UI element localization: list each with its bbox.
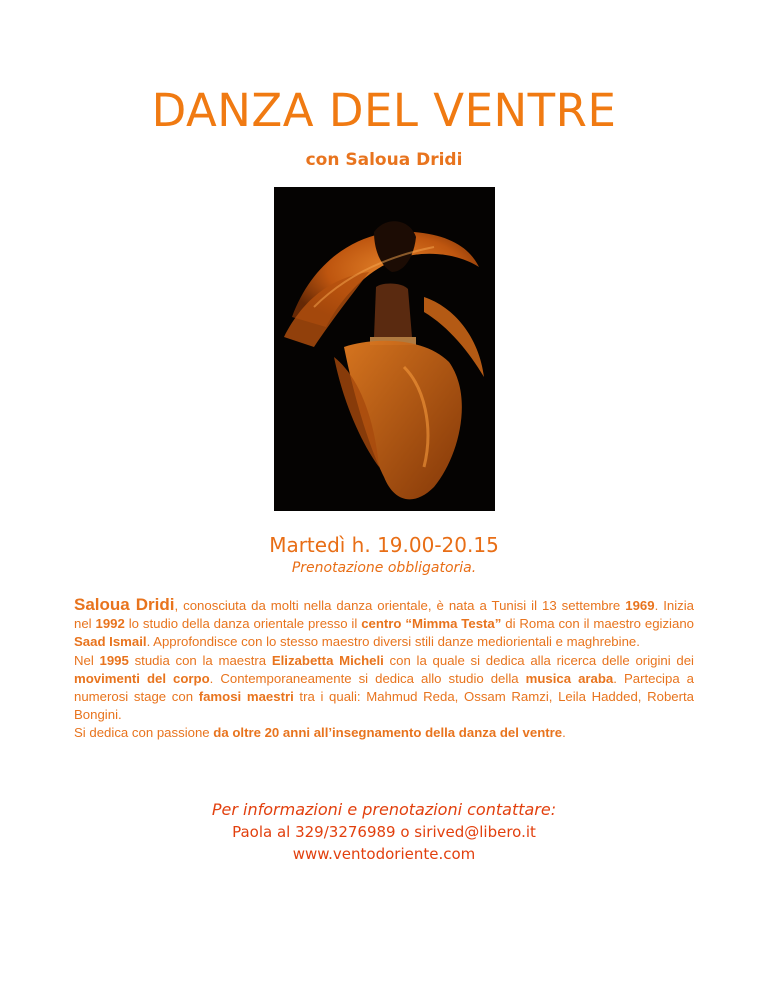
bio-name: Saloua Dridi [74, 595, 175, 614]
bio-text: . [562, 725, 566, 741]
bio-text: con la quale si dedica alla ricerca delle origini dei [383, 652, 694, 668]
bio-paragraph-3 [74, 724, 694, 742]
bio-text: studia con la maestra [128, 652, 272, 668]
dancer-photo-icon [274, 187, 495, 511]
schedule-time: Martedì h. 19.00-20.15 [269, 533, 499, 557]
page-title: DANZA DEL VENTRE [151, 84, 617, 137]
page-subtitle: con Saloua Dridi [305, 150, 463, 170]
bio-text: tra i quali: Mahmud Reda, Ossam Ramzi, Leila Hadded, Roberta Bongini. [74, 689, 694, 723]
bio-text: Nel [74, 652, 100, 668]
bio-highlight: famosi maestri [198, 689, 294, 705]
bio-highlight: musica araba [525, 670, 614, 686]
contact-lead: Per informazioni e prenotazioni contattare: [211, 800, 557, 819]
bio-text: . Approfondisce con lo stesso maestro diversi stili danze mediorientali e maghrebine. [146, 634, 640, 650]
bio-paragraph-1 [74, 596, 694, 652]
bio-highlight: da oltre 20 anni all’insegnamento della danza del ventre [213, 725, 563, 741]
contact-phone-email: Paola al 329/3276989 o sirived@libero.it [232, 823, 536, 841]
bio-highlight: Saad Ismail [74, 634, 147, 650]
bio-text: . Partecipa a numerosi stage con [74, 670, 694, 705]
bio-text: Si dedica con passione [74, 725, 214, 741]
bio-text: lo studio della danza orientale presso il [124, 616, 362, 632]
bio-text: , conosciuta da molti nella danza orientale, è nata a Tunisi il 13 settembre [174, 598, 626, 613]
booking-note: Prenotazione obbligatoria. [291, 560, 477, 576]
bio-text: . Contemporaneamente si dedica allo studio della [209, 670, 526, 686]
contact-section [0, 799, 768, 865]
bio-text: . Inizia nel [74, 598, 694, 632]
bio-paragraph-2 [74, 652, 694, 725]
contact-website: www.ventodoriente.com [292, 845, 476, 863]
bio-text: di Roma con il maestro egiziano [501, 616, 694, 632]
bio-highlight: centro “Mimma Testa” [361, 616, 502, 632]
bio-section [74, 596, 694, 743]
bio-year: 1995 [99, 652, 129, 668]
bio-highlight: Elizabetta Micheli [271, 652, 384, 668]
bio-year: 1992 [95, 616, 125, 632]
bio-year: 1969 [625, 598, 655, 613]
bio-highlight: movimenti del corpo [74, 670, 210, 686]
dancer-photo [274, 187, 495, 511]
